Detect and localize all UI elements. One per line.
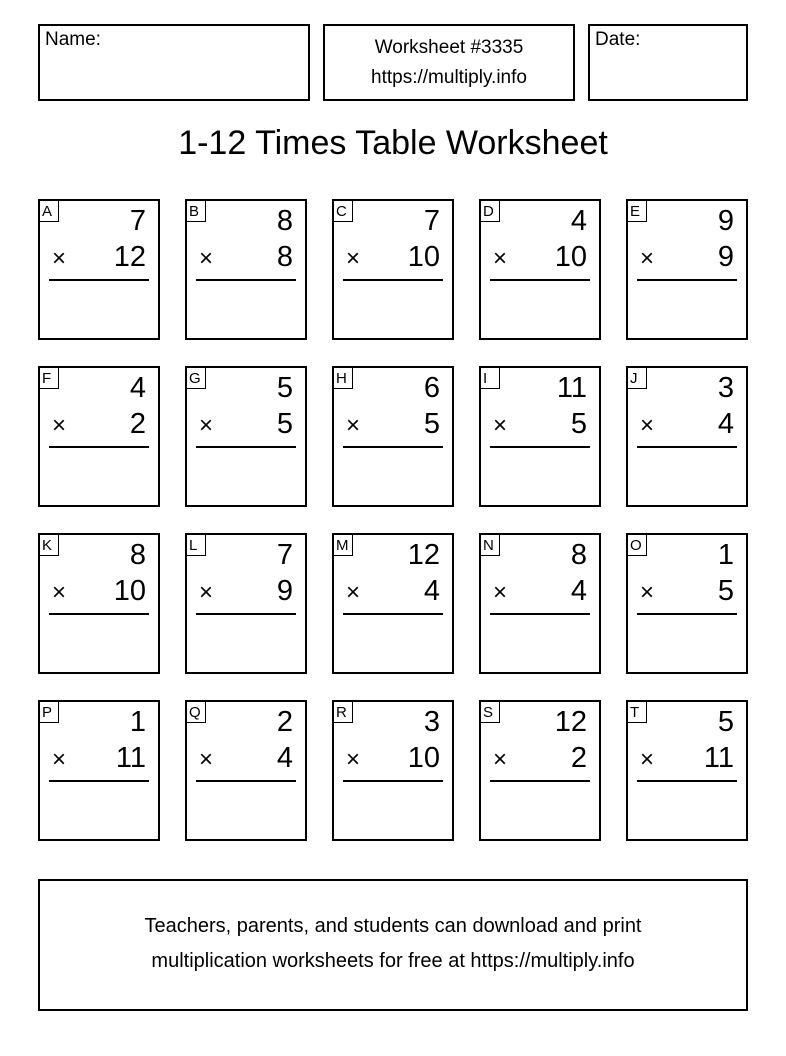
answer-line (343, 613, 443, 615)
answer-line (343, 279, 443, 281)
answer-line (343, 446, 443, 448)
problem-card[interactable] (185, 199, 307, 340)
page-title: 1-12 Times Table Worksheet (178, 124, 608, 162)
times-sign: × (493, 746, 508, 773)
multiplicand: 7 (423, 205, 440, 237)
answer-line (637, 780, 737, 782)
times-sign: × (52, 412, 67, 439)
answer-line (49, 613, 149, 615)
problem-card[interactable] (479, 700, 601, 841)
problem-card[interactable] (38, 700, 160, 841)
problem-letter: H (334, 368, 353, 389)
name-label: Name: (45, 29, 101, 50)
times-sign: × (346, 746, 361, 773)
multiplicand: 3 (717, 372, 734, 404)
answer-line (196, 613, 296, 615)
problem-letter: B (187, 201, 206, 222)
problem-card[interactable] (38, 533, 160, 674)
answer-line (196, 780, 296, 782)
multiplicand: 7 (276, 539, 293, 571)
multiplicand: 3 (423, 706, 440, 738)
problem-letter: L (187, 535, 206, 556)
problem-card[interactable] (38, 199, 160, 340)
times-sign: × (346, 412, 361, 439)
multiplicand: 8 (570, 539, 587, 571)
multiplier: 4 (423, 575, 440, 607)
times-sign: × (493, 412, 508, 439)
times-sign: × (493, 579, 508, 606)
problem-card[interactable] (185, 366, 307, 507)
problem-letter: Q (187, 702, 206, 723)
multiplicand: 6 (423, 372, 440, 404)
multiplicand: 8 (276, 205, 293, 237)
problem-letter: R (334, 702, 353, 723)
worksheet-number: Worksheet #3335 (374, 37, 524, 58)
multiplicand: 2 (276, 706, 293, 738)
multiplicand: 8 (129, 539, 146, 571)
problem-letter: A (40, 201, 59, 222)
times-sign: × (640, 245, 655, 272)
multiplier: 4 (276, 742, 293, 774)
answer-line (196, 446, 296, 448)
problem-card[interactable] (185, 533, 307, 674)
problem-letter: M (334, 535, 353, 556)
problem-card[interactable] (332, 533, 454, 674)
footer-line-1: Teachers, parents, and students can download and print (144, 915, 642, 937)
multiplier: 10 (407, 742, 440, 774)
footer-box (38, 879, 748, 1011)
problem-letter: K (40, 535, 59, 556)
multiplicand: 12 (554, 706, 587, 738)
multiplier: 9 (717, 241, 734, 273)
times-sign: × (52, 746, 67, 773)
times-sign: × (199, 245, 214, 272)
problem-card[interactable] (626, 533, 748, 674)
multiplicand: 9 (717, 205, 734, 237)
worksheet-url: https://multiply.info (371, 67, 527, 88)
answer-line (490, 613, 590, 615)
times-sign: × (199, 746, 214, 773)
name-field[interactable] (38, 24, 310, 101)
problem-letter: F (40, 368, 59, 389)
multiplicand: 1 (129, 706, 146, 738)
multiplier: 8 (276, 241, 293, 273)
problem-letter: I (481, 368, 500, 389)
multiplier: 10 (113, 575, 146, 607)
date-label: Date: (595, 29, 641, 50)
problem-card[interactable] (626, 366, 748, 507)
multiplier: 5 (423, 408, 440, 440)
multiplier: 2 (129, 408, 146, 440)
times-sign: × (640, 579, 655, 606)
answer-line (637, 279, 737, 281)
multiplier: 10 (554, 241, 587, 273)
times-sign: × (493, 245, 508, 272)
problem-letter: O (628, 535, 647, 556)
multiplier: 4 (717, 408, 734, 440)
problem-letter: P (40, 702, 59, 723)
times-sign: × (52, 245, 67, 272)
problem-card[interactable] (479, 366, 601, 507)
worksheet-info-box (323, 24, 575, 101)
multiplier: 12 (113, 241, 146, 273)
footer-line-2: multiplication worksheets for free at https://multiply.info (151, 950, 635, 972)
problem-letter: C (334, 201, 353, 222)
date-field[interactable] (588, 24, 748, 101)
multiplicand: 11 (556, 372, 587, 404)
problem-card[interactable] (479, 533, 601, 674)
multiplier: 5 (570, 408, 587, 440)
answer-line (343, 780, 443, 782)
problem-letter: G (187, 368, 206, 389)
problem-card[interactable] (626, 700, 748, 841)
answer-line (490, 446, 590, 448)
answer-line (490, 780, 590, 782)
times-sign: × (640, 746, 655, 773)
answer-line (49, 279, 149, 281)
multiplicand: 4 (129, 372, 146, 404)
problem-letter: J (628, 368, 647, 389)
problem-letter: N (481, 535, 500, 556)
times-sign: × (346, 245, 361, 272)
problem-letter: E (628, 201, 647, 222)
problem-card[interactable] (332, 199, 454, 340)
multiplier: 11 (115, 742, 146, 774)
problem-card[interactable] (38, 366, 160, 507)
times-sign: × (199, 412, 214, 439)
answer-line (49, 446, 149, 448)
problem-card[interactable] (185, 700, 307, 841)
multiplier: 2 (570, 742, 587, 774)
multiplicand: 5 (717, 706, 734, 738)
multiplicand: 5 (276, 372, 293, 404)
problem-card[interactable] (479, 199, 601, 340)
answer-line (637, 613, 737, 615)
multiplicand: 4 (570, 205, 587, 237)
multiplier: 4 (570, 575, 587, 607)
multiplier: 9 (276, 575, 293, 607)
problem-letter: S (481, 702, 500, 723)
answer-line (196, 279, 296, 281)
problem-card[interactable] (332, 366, 454, 507)
multiplicand: 12 (407, 539, 440, 571)
answer-line (490, 279, 590, 281)
times-sign: × (199, 579, 214, 606)
problem-letter: T (628, 702, 647, 723)
answer-line (49, 780, 149, 782)
multiplier: 5 (276, 408, 293, 440)
multiplicand: 7 (129, 205, 146, 237)
problem-card[interactable] (332, 700, 454, 841)
problem-letter: D (481, 201, 500, 222)
times-sign: × (346, 579, 361, 606)
times-sign: × (52, 579, 67, 606)
multiplier: 5 (717, 575, 734, 607)
multiplicand: 1 (717, 539, 734, 571)
multiplier: 11 (703, 742, 734, 774)
problem-card[interactable] (626, 199, 748, 340)
times-sign: × (640, 412, 655, 439)
answer-line (637, 446, 737, 448)
multiplier: 10 (407, 241, 440, 273)
